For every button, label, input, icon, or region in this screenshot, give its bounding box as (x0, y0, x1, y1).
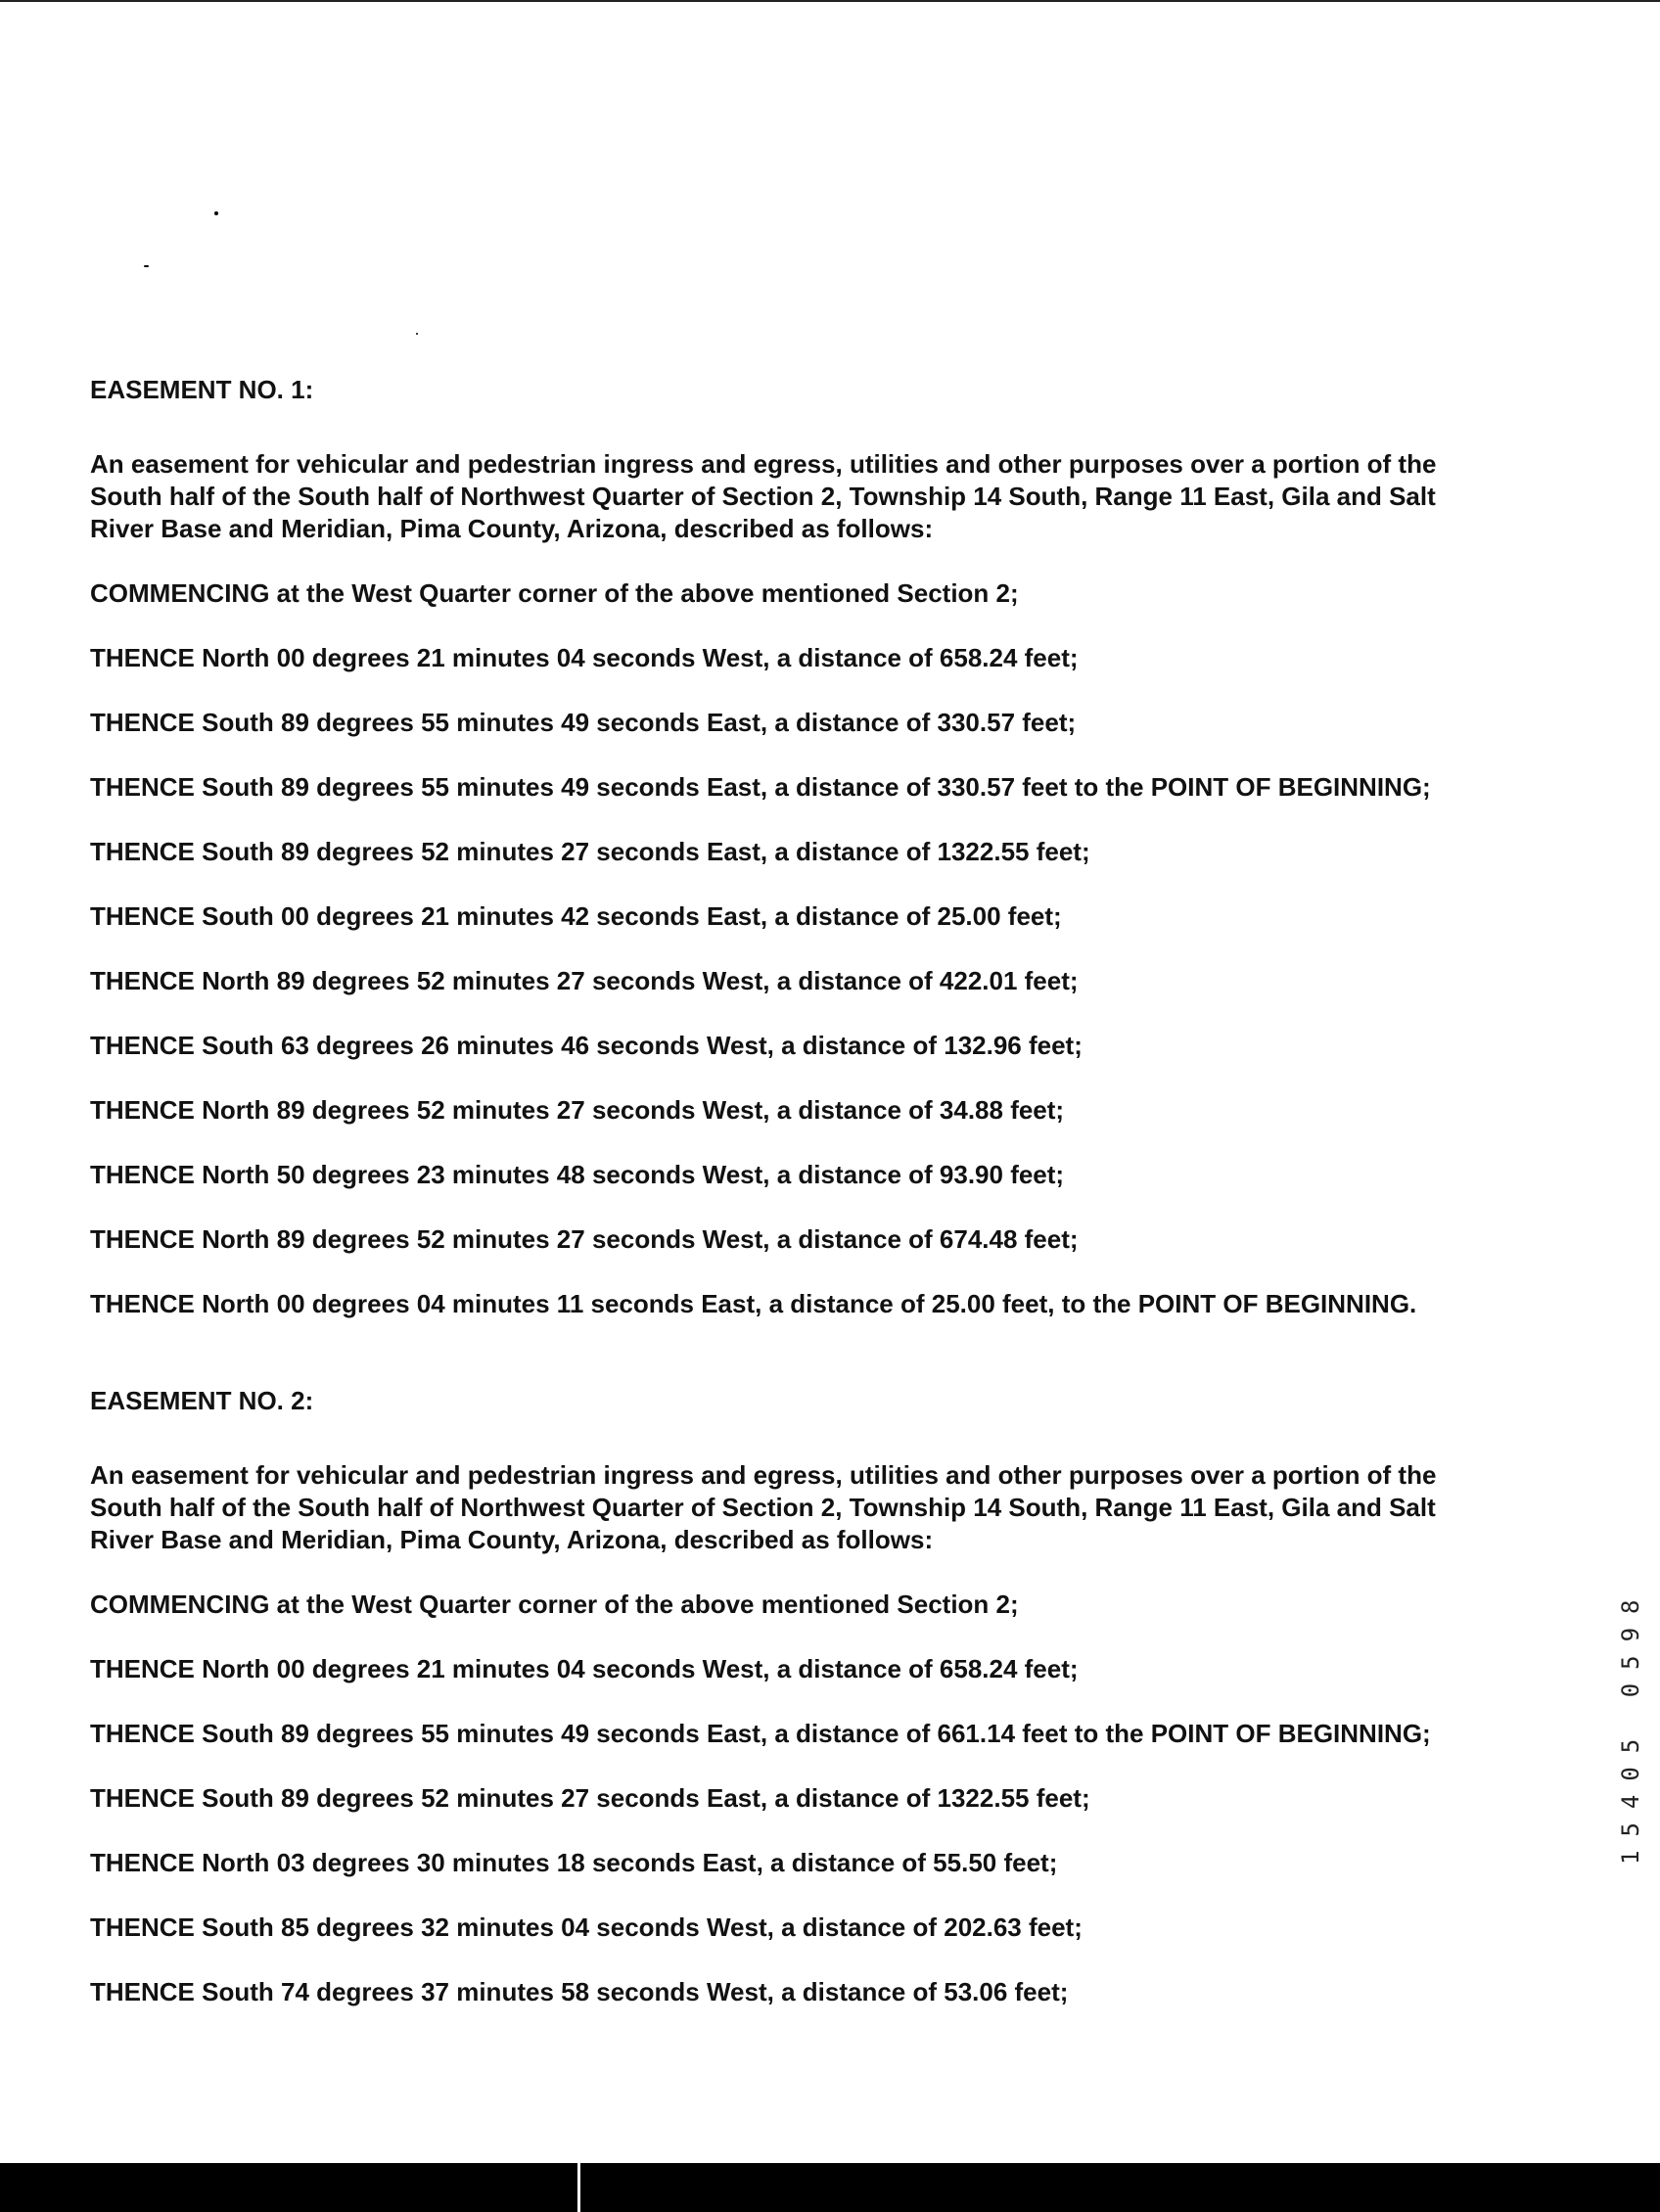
course-line: THENCE South 89 degrees 55 minutes 49 seconds East, a distance of 330.57 feet to the POINT OF BEGINNING; (90, 772, 1431, 802)
scan-speck (416, 333, 418, 335)
course-line: THENCE South 89 degrees 52 minutes 27 seconds East, a distance of 1322.55 feet; (90, 837, 1090, 866)
course-line: THENCE North 89 degrees 52 minutes 27 seconds West, a distance of 422.01 feet; (90, 966, 1079, 995)
course-line: THENCE North 89 degrees 52 minutes 27 seconds West, a distance of 34.88 feet; (90, 1095, 1065, 1125)
scan-top-edge (0, 0, 1660, 2)
course-line: THENCE South 85 degrees 32 minutes 04 seconds West, a distance of 202.63 feet; (90, 1912, 1083, 1942)
course-line: THENCE North 00 degrees 04 minutes 11 seconds East, a distance of 25.00 feet, to the POINT OF BEGINNING. (90, 1289, 1417, 1318)
scan-edge-notch (577, 2163, 580, 2212)
course-line: THENCE South 89 degrees 52 minutes 27 seconds East, a distance of 1322.55 feet; (90, 1783, 1090, 1813)
course-line: THENCE South 89 degrees 55 minutes 49 seconds East, a distance of 330.57 feet; (90, 708, 1077, 737)
course-line: THENCE South 00 degrees 21 minutes 42 seconds East, a distance of 25.00 feet; (90, 901, 1062, 931)
course-line: COMMENCING at the West Quarter corner of the above mentioned Section 2; (90, 1590, 1019, 1619)
margin-stamp-text: 15405 0598 (1617, 1586, 1644, 1865)
scan-bottom-edge (0, 2163, 1660, 2212)
easement-1-intro: An easement for vehicular and pedestrian ingress and egress, utilities and other purposes over a portion of the South half of the South half of Northwest Quarter of Section 2, Township 14 South, Range 11 East, Gila and Salt River Base and Meridian, Pima County, Arizona, described as follows: (90, 449, 1437, 543)
easement-1-section (90, 374, 1539, 1320)
course-line: THENCE South 89 degrees 55 minutes 49 seconds East, a distance of 661.14 feet to the POINT OF BEGINNING; (90, 1719, 1431, 1748)
legal-description (90, 374, 1539, 2008)
scan-speck (144, 265, 149, 267)
course-line: THENCE North 89 degrees 52 minutes 27 seconds West, a distance of 674.48 feet; (90, 1224, 1079, 1254)
margin-recording-stamp (1617, 1551, 1644, 1865)
course-line: THENCE North 00 degrees 21 minutes 04 seconds West, a distance of 658.24 feet; (90, 1654, 1079, 1683)
course-line: THENCE South 74 degrees 37 minutes 58 seconds West, a distance of 53.06 feet; (90, 1977, 1069, 2006)
course-line: THENCE North 00 degrees 21 minutes 04 seconds West, a distance of 658.24 feet; (90, 643, 1079, 672)
easement-2-intro: An easement for vehicular and pedestrian ingress and egress, utilities and other purposes over a portion of the South half of the South half of Northwest Quarter of Section 2, Township 14 South, Range 11 East, Gila and Salt River Base and Meridian, Pima County, Arizona, described as follows: (90, 1460, 1437, 1554)
course-line: THENCE South 63 degrees 26 minutes 46 seconds West, a distance of 132.96 feet; (90, 1031, 1083, 1060)
course-line: THENCE North 50 degrees 23 minutes 48 seconds West, a distance of 93.90 feet; (90, 1160, 1065, 1189)
easement-2-heading: EASEMENT NO. 2: (90, 1386, 314, 1415)
easement-2-section (90, 1385, 1539, 2008)
easement-1-heading: EASEMENT NO. 1: (90, 375, 314, 404)
course-line: THENCE North 03 degrees 30 minutes 18 seconds East, a distance of 55.50 feet; (90, 1848, 1058, 1877)
course-line: COMMENCING at the West Quarter corner of the above mentioned Section 2; (90, 578, 1019, 608)
scan-speck (214, 211, 218, 215)
